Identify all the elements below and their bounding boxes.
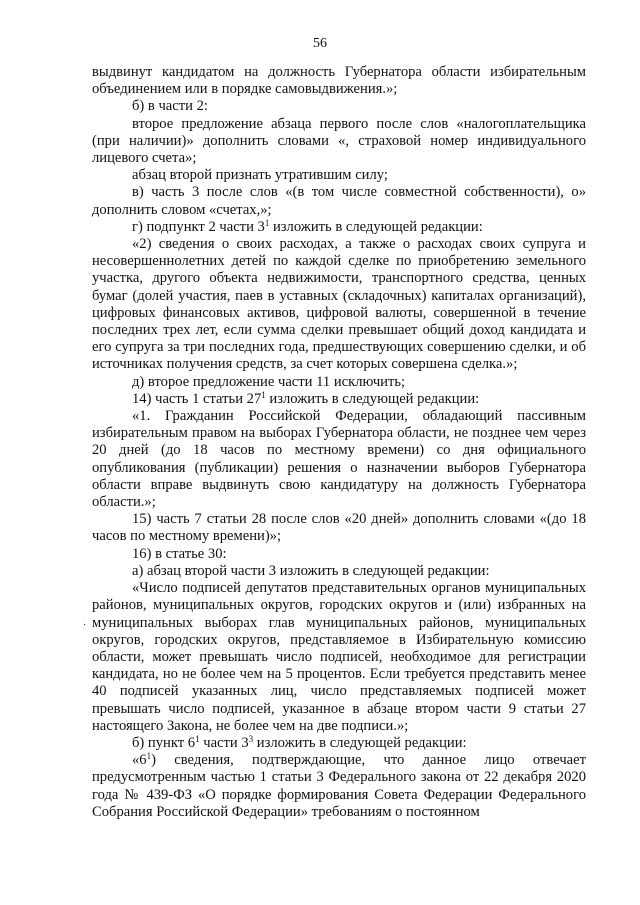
paragraph: выдвинут кандидатом на должность Губернатора области избирательным объединением или в порядке самовыдвижения.»; <box>92 64 586 98</box>
paragraph: 14) часть 1 статьи $27^1$ изложить в следующей редакции: <box>132 389 480 407</box>
paragraph: «1. Гражданин Российской Федерации, обладающий пассивным избирательным правом на выборах Губернатора области, не позднее чем через 20 дней (до 18 часов по местному времени) со дня официального опубликования (публикации) решения о назначении выборов Губернатора области вправе выдвинуть свою кандидатуру на должность Губернатора области.»; <box>92 408 586 511</box>
paragraph: второе предложение абзаца первого после слов «налогоплательщика (при наличии)» дополнить словами «, страховой номер индивидуального лицевого счета»; <box>92 115 586 167</box>
paragraph: «Число подписей депутатов представительных органов муниципальных районов, муниципальных округов, городских округов и (или) избранных на муниципальных выборах глав муниципальных районов, муниципальных округов, городских округов, представляемое в Избирательную комиссию области, может превышать число подписей, необходимое для регистрации кандидата, но не более чем на 5 процентов. Если требуется представить менее 40 подписей указанных лиц, число представляемых подписей может превышать число подписей, указанное в абзаце втором части 9 статьи 27 настоящего Закона, не более чем на две подписи.»; <box>92 580 586 734</box>
paragraph: г) подпункт 2 части $3^1$ изложить в следующей редакции: <box>132 217 483 235</box>
paragraph: б) пункт $6^1$ части $3^3$ изложить в следующей редакции: <box>132 733 467 751</box>
document-body <box>92 64 586 821</box>
paragraph: «2) сведения о своих расходах, а также о расходах своих супруга и несовершеннолетних детей по каждой сделке по приобретению земельного участка, другого объекта недвижимости, транспортного средства, ценных бумаг (долей участия, паев в уставных (складочных) капиталах организаций), цифровых финансовых активов, цифровой валюты, совершенной в течение последних трех лет, если сумма сделки превышает общий доход кандидата и его супруга за три последних года, предшествующих совершению сделки, и об источниках получения средств, за счет которых совершена сделка.»; <box>92 236 586 373</box>
paragraph: абзац второй признать утратившим силу; <box>132 167 388 184</box>
page-number: 56 <box>313 36 327 51</box>
paragraph: «$6^1$) сведения, подтверждающие, что данное лицо отвечает предусмотренным частью 1 статьи 3 Федерального закона от 22 декабря 2020 года № 439-ФЗ «О порядке формирования Совета Федерации Федерального Собрания Российской Федерации» требованиям о постоянном <box>92 751 586 820</box>
scan-speck: · <box>83 620 87 631</box>
paragraph: 16) в статье 30: <box>132 545 227 562</box>
paragraph: д) второе предложение части 11 исключить; <box>132 373 406 390</box>
paragraph: б) в части 2: <box>132 98 208 115</box>
paragraph: в) часть 3 после слов «(в том числе совместной собственности), о» дополнить словом «счетах,»; <box>92 184 586 218</box>
paragraph: а) абзац второй части 3 изложить в следующей редакции: <box>132 562 490 579</box>
paragraph: 15) часть 7 статьи 28 после слов «20 дней» дополнить словами «(до 18 часов по местному времени)»; <box>92 511 586 545</box>
